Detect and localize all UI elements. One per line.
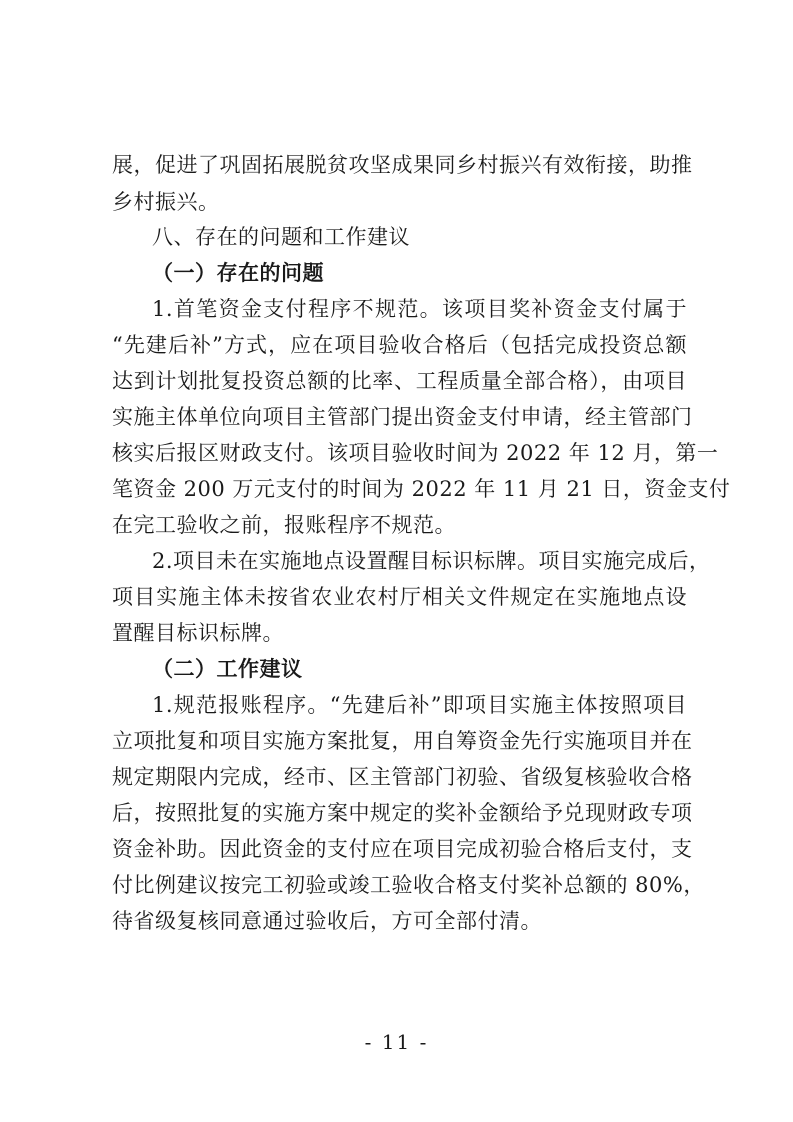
- body-text-line: 1.首笔资金支付程序不规范。该项目奖补资金支付属于: [152, 297, 687, 321]
- body-text-line: 立项批复和项目实施方案批复，用自筹资金先行实施项目并在: [112, 729, 693, 753]
- body-text-line: 后，按照批复的实施方案中规定的奖补金额给予兑现财政专项: [112, 801, 693, 825]
- subsection-heading: （二）工作建议: [152, 656, 303, 681]
- body-text-line: 笔资金 200 万元支付的时间为 2022 年 11 月 21 日，资金支付: [112, 477, 731, 501]
- section-heading: 八、存在的问题和工作建议: [152, 225, 410, 249]
- body-text-line: 资金补助。因此资金的支付应在项目完成初验合格后支付，支: [112, 837, 693, 861]
- body-text-line: 待省级复核同意通过验收后，方可全部付清。: [112, 909, 542, 933]
- subsection-heading: （一）存在的问题: [152, 260, 324, 285]
- body-text-line: 实施主体单位向项目主管部门提出资金支付申请，经主管部门: [112, 405, 693, 429]
- body-text-line: “先建后补”方式，应在项目验收合格后（包括完成投资总额: [112, 333, 687, 357]
- body-text-line: 达到计划批复投资总额的比率、工程质量全部合格），由项目: [112, 369, 687, 393]
- body-text-line: 付比例建议按完工初验或竣工验收合格支付奖补总额的 80%，: [112, 873, 705, 897]
- body-text-line: 规定期限内完成，经市、区主管部门初验、省级复核验收合格: [112, 765, 693, 789]
- body-text-line: 乡村振兴。: [112, 190, 220, 214]
- body-text-line: 置醒目标识标牌。: [112, 621, 284, 645]
- body-text-line: 1.规范报账程序。“先建后补”即项目实施主体按照项目: [152, 693, 687, 717]
- body-text-line: 核实后报区财政支付。该项目验收时间为 2022 年 12 月，第一: [112, 441, 719, 465]
- body-text-line: 项目实施主体未按省农业农村厅相关文件规定在实施地点设: [112, 585, 687, 609]
- page-number: - 11 -: [364, 1030, 429, 1054]
- body-text-line: 2.项目未在实施地点设置醒目标识标牌。项目实施完成后，: [152, 549, 711, 573]
- body-text-line: 在完工验收之前，报账程序不规范。: [112, 513, 456, 537]
- body-text-line: 展，促进了巩固拓展脱贫攻坚成果同乡村振兴有效衔接，助推: [112, 153, 693, 177]
